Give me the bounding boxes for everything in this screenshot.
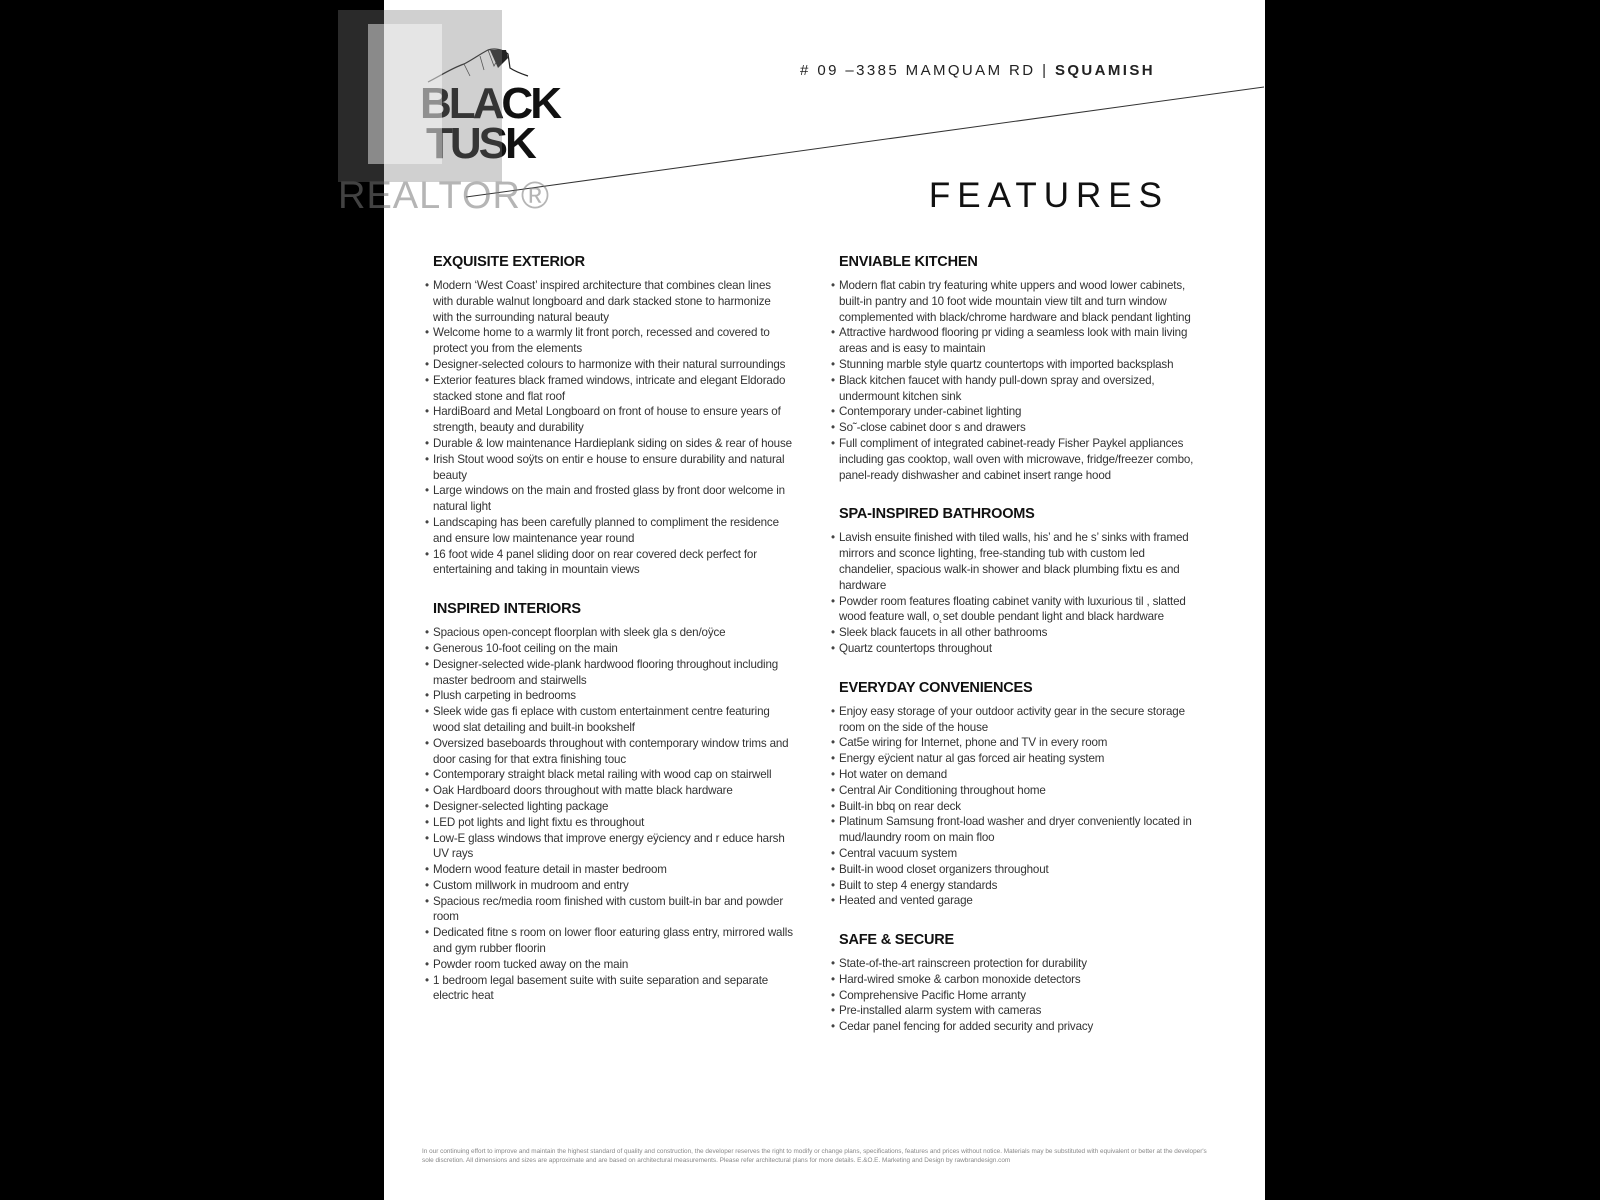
page-title: FEATURES: [928, 176, 1169, 215]
feature-list: [433, 625, 793, 1004]
document-page: [336, 0, 1265, 1200]
watermark-text: REALTOR®: [338, 175, 550, 217]
feature-item: • Designer-selected colours to harmonize with their natural surroundings: [433, 357, 793, 373]
feature-item: • Heated and vented garage: [839, 893, 1199, 909]
address-city: SQUAMISH: [1054, 62, 1155, 79]
feature-item: • Irish Stout wood soÿts on entir e house to ensure durability and natural beauty: [433, 452, 793, 484]
feature-list: [839, 956, 1199, 1035]
feature-list: [839, 530, 1199, 656]
section-heading: SAFE & SECURE: [839, 932, 955, 949]
feature-item: • Generous 10-foot ceiling on the main: [433, 641, 793, 657]
feature-item: • Contemporary straight black metal railing with wood cap on stairwell: [433, 767, 793, 783]
feature-item: • Sleek black faucets in all other bathrooms: [839, 625, 1199, 641]
feature-item: • Exterior features black framed windows, intricate and elegant Eldorado stacked stone and flat roof: [433, 373, 793, 405]
feature-item: • Powder room tucked away on the main: [433, 957, 793, 973]
feature-item: • LED pot lights and light fixtu es throughout: [433, 815, 793, 831]
feature-item: • Stunning marble style quartz countertops with imported backsplash: [839, 357, 1199, 373]
feature-item: • Built-in wood closet organizers throughout: [839, 862, 1199, 878]
feature-item: • Landscaping has been carefully planned to compliment the residence and ensure low maintenance year round: [433, 515, 793, 547]
feature-item: • Pre-installed alarm system with cameras: [839, 1003, 1199, 1019]
feature-item: • Quartz countertops throughout: [839, 641, 1199, 657]
feature-item: • Full compliment of integrated cabinet-ready Fisher Paykel appliances including gas cooktop, wall oven with microwave, fridge/freezer combo, panel-ready dishwasher and cabinet insert range hood: [839, 436, 1199, 483]
feature-item: • 16 foot wide 4 panel sliding door on rear covered deck perfect for entertaining and taking in mountain views: [433, 547, 793, 579]
feature-item: • Platinum Samsung front-load washer and dryer conveniently located in mud/laundry room on main floo: [839, 814, 1199, 846]
feature-section: [839, 506, 1199, 656]
feature-item: • So˜-close cabinet door s and drawers: [839, 420, 1199, 436]
feature-section: [433, 601, 793, 1004]
section-heading: INSPIRED INTERIORS: [433, 601, 581, 618]
section-heading: EVERYDAY CONVENIENCES: [839, 679, 1033, 696]
logo-word-black: BLACK: [420, 79, 559, 128]
feature-item: • Modern flat cabin try featuring white uppers and wood lower cabinets, built-in pantry and 10 foot wide mountain view tilt and turn window complemented with black/chrome hardware and black pendant lighting: [839, 278, 1199, 325]
feature-item: • HardiBoard and Metal Longboard on front of house to ensure years of strength, beauty and durability: [433, 404, 793, 436]
feature-item: • Built-in bbq on rear deck: [839, 799, 1199, 815]
feature-item: • Low-E glass windows that improve energy eÿciency and r educe harsh UV rays: [433, 831, 793, 863]
feature-item: • Dedicated fitne s room on lower floor eaturing glass entry, mirrored walls and gym rubber floorin: [433, 925, 793, 957]
feature-item: • Central Air Conditioning throughout home: [839, 783, 1199, 799]
feature-item: • Designer-selected lighting package: [433, 799, 793, 815]
feature-item: • Spacious open-concept floorplan with sleek gla s den/oÿce: [433, 625, 793, 641]
feature-item: • Enjoy easy storage of your outdoor activity gear in the secure storage room on the side of the house: [839, 704, 1199, 736]
black-tusk-logo: [420, 46, 560, 166]
feature-item: • Black kitchen faucet with handy pull-down spray and oversized, undermount kitchen sink: [839, 373, 1199, 405]
left-column: [433, 254, 793, 1027]
feature-list: [839, 704, 1199, 909]
feature-item: • 1 bedroom legal basement suite with suite separation and separate electric heat: [433, 973, 793, 1005]
feature-section: [839, 932, 1199, 1035]
feature-list: [839, 278, 1199, 483]
feature-item: • Attractive hardwood flooring pr viding a seamless look with main living areas and is easy to maintain: [839, 325, 1199, 357]
feature-item: • Spacious rec/media room finished with custom built-in bar and powder room: [433, 894, 793, 926]
feature-item: • Modern wood feature detail in master bedroom: [433, 862, 793, 878]
disclaimer-text: In our continuing effort to improve and maintain the highest standard of quality and construction, the developer reserves the right to modify or change plans, specifications, features and prices without notice. Materials may be substituted with equivalent or better at the developer's sole discretion. All dimensions and sizes are approximate and are based on architectural measurements. Please refer architectural plans for more details. E.&O.E. Marketing and Design by rawbrandesign.com: [422, 1148, 1207, 1164]
section-heading: ENVIABLE KITCHEN: [839, 254, 978, 270]
feature-item: • Modern ‘West Coast’ inspired architecture that combines clean lines with durable walnut longboard and dark stacked stone to harmonize with the surrounding natural beauty: [433, 278, 793, 325]
feature-item: • Oak Hardboard doors throughout with matte black hardware: [433, 783, 793, 799]
feature-list: [433, 278, 793, 578]
feature-item: • Sleek wide gas fi eplace with custom entertainment centre featuring wood slat detailing and built-in bookshelf: [433, 704, 793, 736]
feature-item: • Durable & low maintenance Hardieplank siding on sides & rear of house: [433, 436, 793, 452]
section-heading: SPA-INSPIRED BATHROOMS: [839, 506, 1035, 523]
feature-item: • Powder room features floating cabinet vanity with luxurious til , slatted wood feature wall, o˛set double pendant light and black hardware: [839, 594, 1199, 626]
address-street: # 09 –3385 MAMQUAM RD: [800, 62, 1036, 79]
feature-item: • Cat5e wiring for Internet, phone and TV in every room: [839, 735, 1199, 751]
property-address: [800, 62, 1155, 79]
logo-word-tusk: TUSK: [426, 119, 534, 168]
feature-item: • Designer-selected wide-plank hardwood flooring throughout including master bedroom and stairwells: [433, 657, 793, 689]
feature-item: • Hot water on demand: [839, 767, 1199, 783]
feature-item: • Large windows on the main and frosted glass by front door welcome in natural light: [433, 483, 793, 515]
feature-item: • Welcome home to a warmly lit front porch, recessed and covered to protect you from the elements: [433, 325, 793, 357]
feature-item: • Cedar panel fencing for added security and privacy: [839, 1019, 1199, 1035]
feature-item: • Energy eÿcient natur al gas forced air heating system: [839, 751, 1199, 767]
feature-item: • Comprehensive Pacific Home arranty: [839, 988, 1199, 1004]
feature-item: • Custom millwork in mudroom and entry: [433, 878, 793, 894]
feature-item: • Lavish ensuite finished with tiled walls, his’ and he s’ sinks with framed mirrors and sconce lighting, free-standing tub with custom led chandelier, spacious walk-in shower and black plumbing fixtu es and hardware: [839, 530, 1199, 593]
feature-item: • Oversized baseboards throughout with contemporary window trims and door casing for that extra finishing touc: [433, 736, 793, 768]
section-heading: EXQUISITE EXTERIOR: [433, 254, 585, 270]
feature-item: • Plush carpeting in bedrooms: [433, 688, 793, 704]
feature-section: [839, 254, 1199, 483]
address-separator: |: [1042, 62, 1049, 79]
right-column: [839, 254, 1199, 1058]
feature-item: • Built to step 4 energy standards: [839, 878, 1199, 894]
feature-section: [433, 254, 793, 578]
feature-section: [839, 680, 1199, 909]
feature-item: • Contemporary under-cabinet lighting: [839, 404, 1199, 420]
feature-item: • Central vacuum system: [839, 846, 1199, 862]
feature-item: • State-of-the-art rainscreen protection for durability: [839, 956, 1199, 972]
feature-item: • Hard-wired smoke & carbon monoxide detectors: [839, 972, 1199, 988]
